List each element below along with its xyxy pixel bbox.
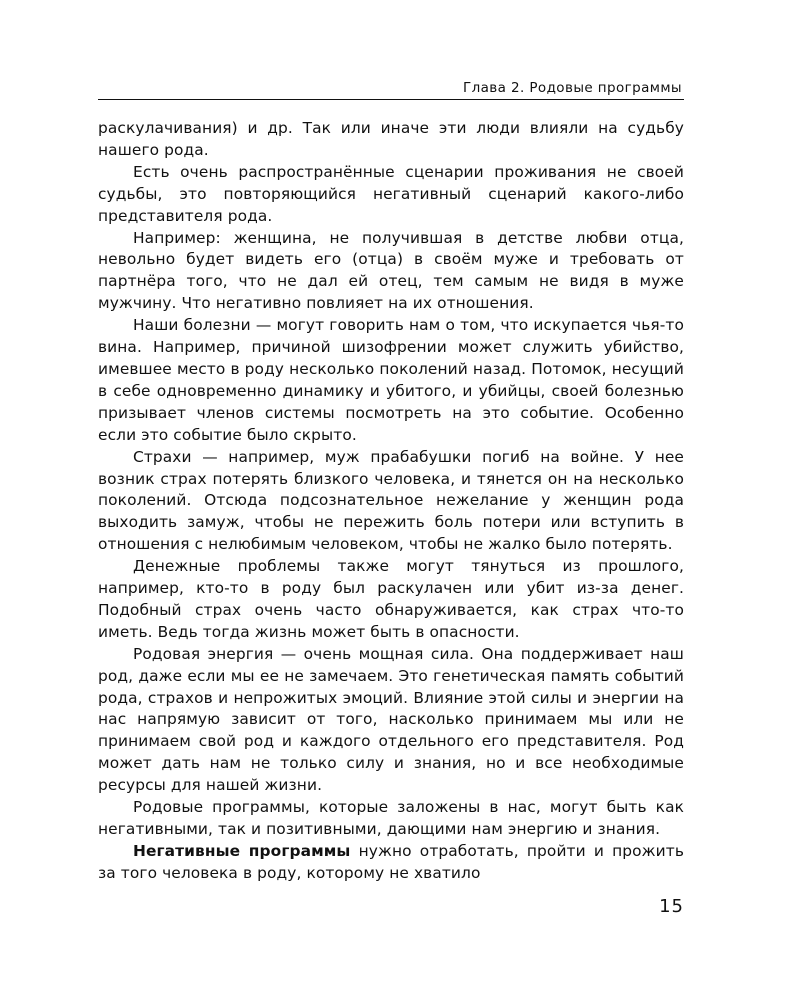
paragraph-7: Родовая энергия — очень мощная сила. Она поддерживает наш род, даже если мы ее не замечаем. Это генетическая память событий рода, страхов и непрожитых эмоций. Влияние этой силы и энергии на нас напрямую зависит от того, насколько принимаем мы или не принимаем свой род и каждого отдельного его представителя. Род может дать нам не только силу и знания, но и все необходимые ресурсы для нашей жизни.: [98, 644, 684, 795]
page-number: 15: [659, 896, 684, 917]
paragraph-9: [98, 841, 684, 885]
paragraph-2: Есть очень распространённые сценарии проживания не своей судьбы, это повторяющийся негативный сценарий какого-либо представителя рода.: [98, 162, 684, 225]
paragraph-6: Денежные проблемы также могут тянуться из прошлого, например, кто-то в роду был раскулачен или убит из-за денег. Подобный страх очень часто обнаруживается, как страх что-то иметь. Ведь тогда жизнь может быть в опасности.: [98, 557, 684, 641]
paragraph-1: раскулачивания) и др. Так или иначе эти люди влияли на судьбу нашего рода.: [98, 119, 684, 159]
paragraph-9-text: нужно отработать, пройти и прожить за того человека в роду, которому не хватило: [98, 841, 684, 882]
paragraph-4: Наши болезни — могут говорить нам о том, что искупается чья-то вина. Например, причиной шизофрении может служить убийство, имевшее место в роду несколько поколений назад. Потомок, несущий в себе одновременно динамику и убитого, и убийцы, своей болезнью призывает членов системы посмотреть на это событие. Особенно если это событие было скрыто.: [98, 316, 684, 444]
header-rule: [98, 99, 684, 100]
body-text: [98, 118, 684, 885]
paragraph-8: Родовые программы, которые заложены в нас, могут быть как негативными, так и позитивными, дающими нам энергию и знания.: [98, 798, 684, 838]
running-head: Глава 2. Родовые программы: [462, 80, 682, 96]
paragraph-3: Например: женщина, не получившая в детстве любви отца, невольно будет видеть его (отца) в своём муже и требовать от партнёра того, что не дал ей отец, тем самым не видя в муже мужчину. Что негативно повлияет на их отношения.: [98, 228, 684, 313]
bold-term: Негативные программы: [133, 841, 351, 860]
paragraph-5: Страхи — например, муж прабабушки погиб на войне. У нее возник страх потерять близкого человека, и тянется он на несколько поколений. Отсюда подсознательное нежелание у женщин рода выходить замуж, чтобы не пережить боль потери или вступить в отношения с нелюбимым человеком, чтобы не жалко было потерять.: [98, 447, 684, 554]
